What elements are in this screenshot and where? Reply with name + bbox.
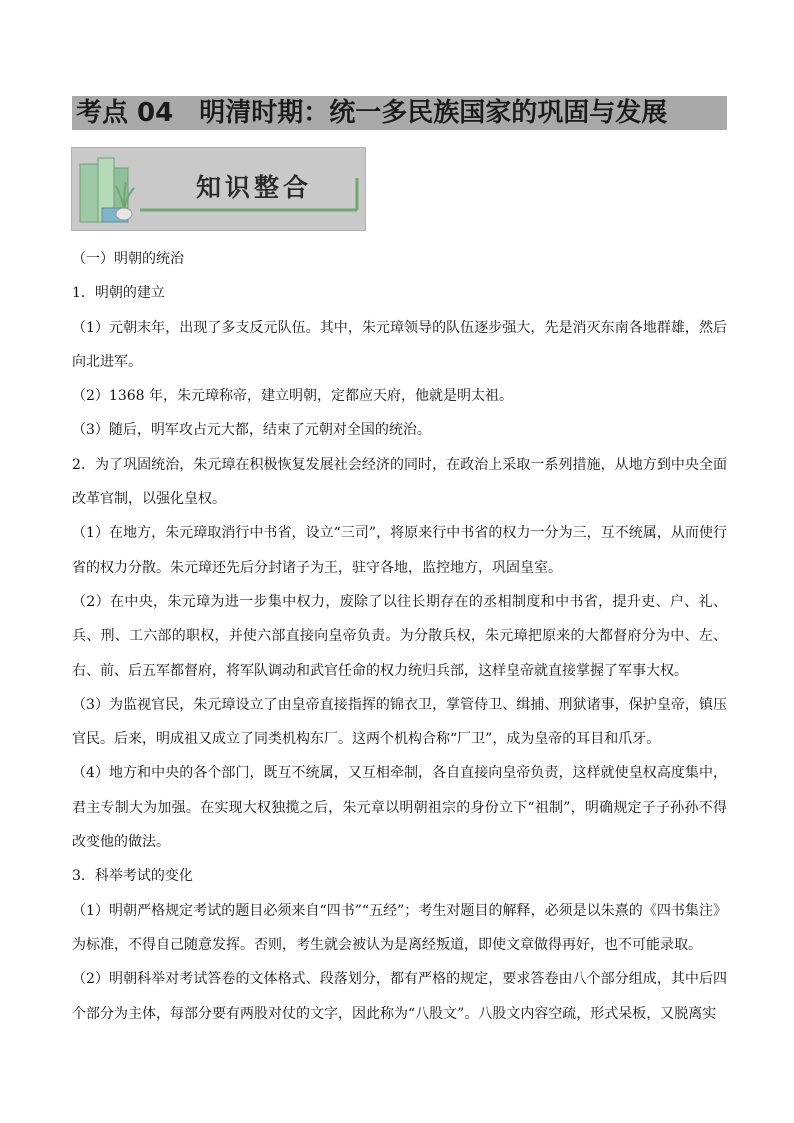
paragraph: （2）1368 年，朱元璋称帝，建立明朝，定都应天府，他就是明太祖。 <box>72 388 513 405</box>
subsection-heading: 3．科举考试的变化 <box>72 868 193 885</box>
banner-label: 知识整合 <box>195 173 313 202</box>
paragraph: （1）明朝严格规定考试的题目必须来自“四书”“五经”；考生对题目的解释，必须是以朱熹的《四书集注》为标准，不得自己随意发挥。否则，考生就会被认为是离经叛道，即使文章做得再好，也不可能录取。 <box>72 902 727 953</box>
page-title: 考点 04 明清时期：统一多民族国家的巩固与发展 <box>72 96 727 130</box>
document-body <box>72 242 727 1031</box>
paragraph: （2）明朝科举对考试答卷的文体格式、段落划分，都有严格的规定，要求答卷由八个部分组成，其中后四个部分为主体，每部分要有两股对仗的文字，因此称为“八股文”。八股文内容空疏，形式呆板，又脱离实 <box>72 971 727 1022</box>
section-banner <box>71 147 366 231</box>
paragraph: （3）为监视官民，朱元璋设立了由皇帝直接指挥的锦衣卫，掌管侍卫、缉捕、刑狱诸事，保护皇帝，镇压官民。后来，明成祖又成立了同类机构东厂。这两个机构合称“厂卫”，成为皇帝的耳目和爪牙。 <box>72 696 727 748</box>
subsection-heading: 1．明朝的建立 <box>72 285 165 302</box>
paragraph: 2．为了巩固统治，朱元璋在积极恢复发展社会经济的同时，在政治上采取一系列措施，从地方到中央全面改革官制，以强化皇权。 <box>72 456 727 508</box>
paragraph: （2）在中央，朱元璋为进一步集中权力，废除了以往长期存在的丞相制度和中书省，提升吏、户、礼、兵、刑、工六部的职权，并使六部直接向皇帝负责。为分散兵权，朱元璋把原来的大都督府分为中、左、右、前、后五军都督府，将军队调动和武官任命的权力统归兵部，这样皇帝就直接掌握了军事大权。 <box>72 593 727 679</box>
paragraph: （1）在地方，朱元璋取消行中书省，设立“三司”，将原来行中书省的权力一分为三，互不统属，从而使行省的权力分散。朱元璋还先后分封诸子为王，驻守各地，监控地方，巩固皇室。 <box>72 525 727 576</box>
paragraph: （1）元朝末年，出现了多支反元队伍。其中，朱元璋领导的队伍逐步强大，先是消灭东南各地群雄，然后向北进军。 <box>72 319 727 370</box>
paragraph: （3）随后，明军攻占元大都，结束了元朝对全国的统治。 <box>72 422 431 439</box>
paragraph: （4）地方和中央的各个部门，既互不统属，又互相牵制，各自直接向皇帝负责，这样就使皇权高度集中，君主专制大为加强。在实现大权独揽之后，朱元章以明朝祖宗的身份立下“祖制”，明确规定子子孙孙不得改变他的做法。 <box>72 765 727 851</box>
section-heading: （一）明朝的统治 <box>72 251 184 267</box>
